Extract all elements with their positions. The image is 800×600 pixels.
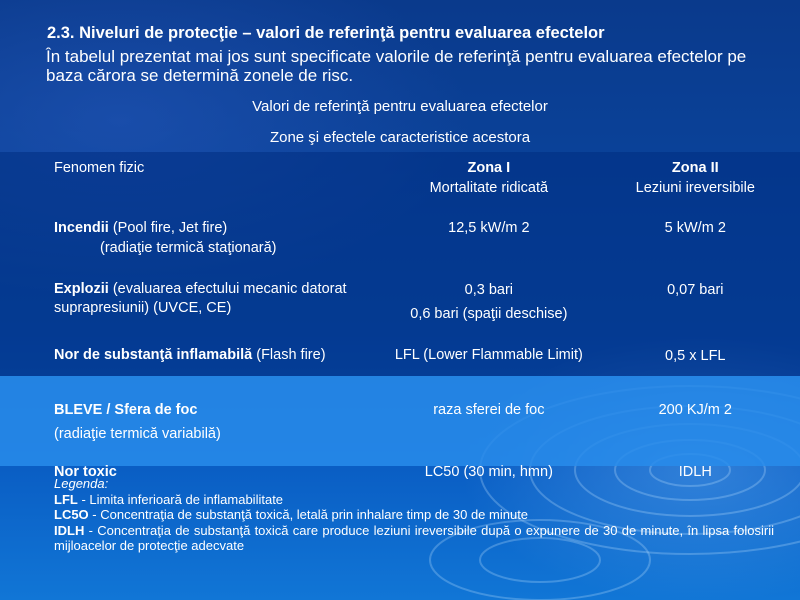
zone-2-title: Zona II <box>671 160 719 176</box>
zone-2-value: 200 KJ/m 2 <box>658 402 732 418</box>
intro-paragraph: În tabelul prezentat mai jos sunt specificate valorile de referinţă pentru evaluarea efectelor pe baza cărora se determină zonele de risc. <box>46 47 747 85</box>
table-row <box>46 394 798 456</box>
header-zone-2 <box>593 152 798 210</box>
reference-values-table <box>46 152 798 496</box>
legend-item-lc50: LC5O - Concentraţia de substanţă toxică, letală prin inhalare timp de 30 de minute <box>54 507 529 522</box>
legend <box>54 476 774 554</box>
zone-2-value: 5 kW/m 2 <box>664 220 726 236</box>
legend-item-idlh: IDLH - Concentraţia de substanţă toxică care produce leziuni ireversibile după o expunere de 30 de minute, în lipsa folosirii mijloacelor de protecţie adecvate <box>54 522 774 553</box>
table-row <box>46 340 798 394</box>
phenomenon-cell: Nor toxic <box>54 464 117 480</box>
phenomenon-cell: Nor de substanţă inflamabilă (Flash fire) <box>54 347 326 363</box>
zone-2-value: 0,5 x LFL <box>665 348 726 364</box>
zone-1-value: raza sferei de foc <box>433 402 545 418</box>
phenomenon-cell: BLEVE / Sfera de foc (radiaţie termică variabilă) <box>54 402 221 442</box>
table-row <box>46 270 798 340</box>
phenomenon-cell: Incendii (Pool fire, Jet fire) (radiaţie termică staţionară) <box>54 220 277 256</box>
table-subcaption: Zone şi efectele caracteristice acestora <box>269 129 531 146</box>
zone-1-value: 12,5 kW/m 2 <box>448 220 530 236</box>
zone-1-value: 0,3 bari 0,6 bari (spaţii deschise) <box>410 282 568 322</box>
zone-2-value: 0,07 bari <box>667 282 724 298</box>
zone-2-value: IDLH <box>678 464 712 480</box>
zone-1-title: Zona I <box>467 160 511 176</box>
zone-2-subtitle: Leziuni ireversibile <box>635 180 755 196</box>
legend-title: Legenda: <box>54 476 109 491</box>
phenomenon-cell: Explozii (evaluarea efectului mecanic datorat suprapresiunii) (UVCE, CE) <box>54 281 347 316</box>
slide-title: 2.3. Niveluri de protecţie – valori de referinţă pentru evaluarea efectelor <box>47 24 605 42</box>
zone-1-subtitle: Mortalitate ridicată <box>429 180 549 196</box>
header-phenomenon: Fenomen fizic <box>54 160 145 176</box>
table-caption: Valori de referinţă pentru evaluarea efectelor <box>252 98 548 115</box>
legend-item-lfl: LFL - Limita inferioară de inflamabilitate <box>54 491 284 507</box>
table-header-row <box>46 152 798 210</box>
header-zone-1 <box>385 152 592 210</box>
table-row <box>46 210 798 270</box>
zone-1-value: LC50 (30 min, hmn) <box>424 464 553 480</box>
zone-1-value: LFL (Lower Flammable Limit) <box>394 347 583 363</box>
